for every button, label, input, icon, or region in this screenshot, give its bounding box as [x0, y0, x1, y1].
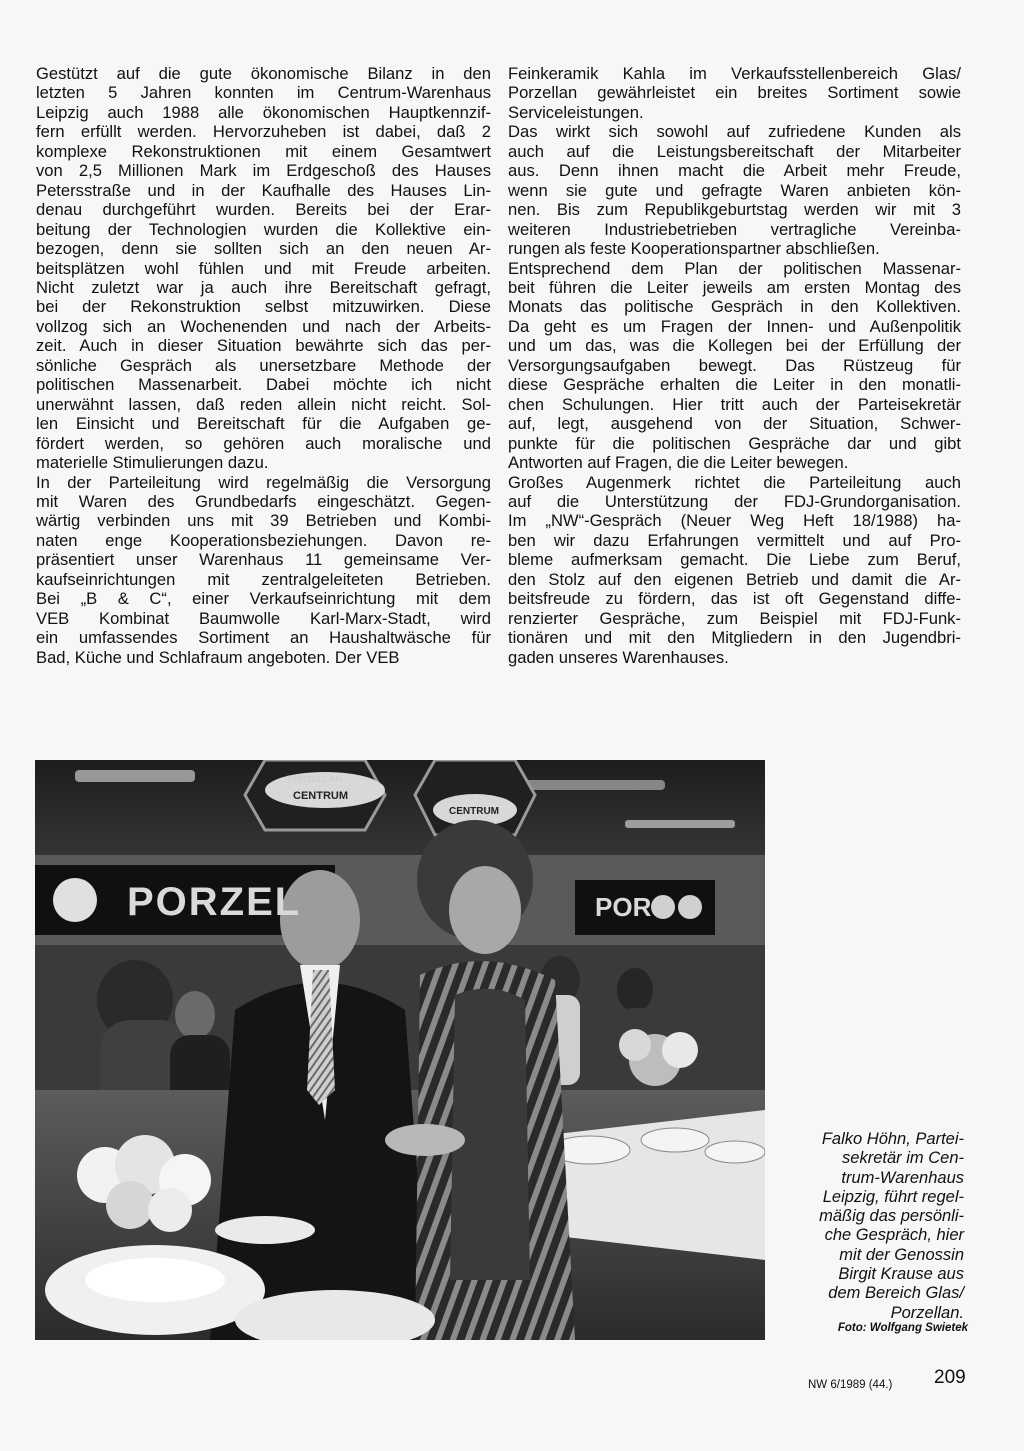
article-left-line: politischen Massenarbeit. Dabei möchte ich nicht [36, 375, 491, 395]
article-left-line: Gestützt auf die gute ökonomische Bilanz in den [36, 64, 491, 83]
article-right-line: punkte für die politischen Gespräche dar und gibt [508, 433, 961, 453]
article-left-line: mit Waren des Grundbedarfs eingeschätzt. Gegen- [36, 491, 491, 511]
article-left-line: komplexe Rekonstruktionen mit einem Gesamtwert [36, 141, 491, 161]
article-left-line: von 2,5 Millionen Mark im Erdgeschoß des Hauses [36, 161, 491, 181]
article-left-line: wärtig verbinden uns mit 39 Betrieben und Kombi- [36, 511, 491, 531]
caption-line: Falko Höhn, Partei- [821, 1130, 964, 1148]
photo-sign-text-centrum-right: CENTRUM [449, 806, 499, 817]
article-photo [35, 760, 765, 1340]
photo-sign-text-por: POR [595, 892, 652, 922]
article-left-line: Nicht zuletzt war ja auch ihre Bereitschaft gefragt, [36, 277, 491, 297]
article-right-line: Großes Augenmerk richtet die Parteileitung auch [508, 472, 961, 492]
article-left-line: VEB Kombinat Baumwolle Karl-Marx-Stadt, wird [36, 608, 491, 628]
article-right-line: Antworten auf Fragen, die die Leiter bewegen. [508, 453, 849, 473]
article-right-line: Da geht es um Fragen der Innen- und Außenpolitik [508, 316, 961, 336]
article-right-line: Das wirkt sich sowohl auf zufriedene Kunden als [508, 122, 961, 142]
article-right-line: bleme aufmerksam gemacht. Die Liebe zum Beruf, [508, 550, 961, 570]
article-left-line: sönliche Gespräch als unersetzbare Methode der [36, 355, 491, 375]
article-left-line: beitung der Technologien wurden die Kollektive ein- [36, 219, 491, 239]
article-left-line: Leipzig auch 1988 alle ökonomischen Hauptkennzif- [36, 102, 491, 122]
article-right-line: und um das, was die Kollegen bei der Erfüllung der [508, 336, 961, 356]
article-left-line: ein umfassendes Sortiment an Haushaltwäsche für [36, 628, 491, 648]
caption-line: Porzellan. [890, 1303, 964, 1322]
article-right-line: auch auf die Leistungsbereitschaft der Mitarbeiter [508, 141, 961, 161]
article-left-line: präsentiert unser Warenhaus 11 gemeinsame Ver- [36, 550, 491, 570]
photo-sign-text-porzellan: PORZELLAN [287, 774, 342, 784]
photo-sign-text-porzel: PORZEL [127, 880, 302, 924]
article-left-line: letzten 5 Jahren konnten im Centrum-Warenhaus [36, 83, 491, 103]
article-right-line: Feinkeramik Kahla im Verkaufsstellenbereich Glas/ [508, 64, 961, 83]
article-right-line: auf die Unterstützung der FDJ-Grundorganisation. [508, 491, 961, 511]
issue-reference: NW 6/1989 (44.) [808, 1379, 893, 1391]
article-left-line: denau durchgeführt wurden. Bereits bei der Erar- [36, 200, 491, 220]
caption-line: Birgit Krause aus [838, 1265, 964, 1284]
page-number: 209 [934, 1367, 966, 1388]
article-left-line: unerwähnt lassen, daß reden allein nicht reicht. Sol- [36, 394, 491, 414]
article-right-line: nen. Bis zum Republikgeburtstag werden wir mit 3 [508, 200, 961, 220]
article-right-line: Serviceleistungen. [508, 102, 644, 122]
article-right-line: beitsfreude zu fördern, das ist oft Gegenstand diffe- [508, 589, 961, 609]
photo-sign-text-centrum-left: CENTRUM [293, 790, 348, 802]
article-right-line: renzierter Gespräche, zum Beispiel mit FDJ-Funk- [508, 608, 961, 628]
article-left-line: In der Parteileitung wird regelmäßig die Versorgung [36, 472, 491, 492]
article-left-line: Petersstraße und in der Kaufhalle des Hauses Lin- [36, 180, 491, 200]
article-right-line: beit führen die Leiter jeweils am ersten Montag des [508, 277, 961, 297]
article-right-line: Monats das politische Gespräch in den Kollektiven. [508, 297, 961, 317]
caption-line: trum-Warenhaus [841, 1168, 964, 1187]
article-right-line: rungen als feste Kooperationspartner abschließen. [508, 239, 880, 259]
caption-line: sekretär im Cen- [842, 1149, 964, 1168]
article-right-line: Entsprechend dem Plan der politischen Massenar- [508, 258, 961, 278]
article-right-line: Im „NW“-Gespräch (Neuer Weg Heft 18/1988) ha- [508, 511, 961, 531]
article-left-line: materielle Stimulierungen dazu. [36, 453, 269, 473]
article-left-line: zeit. Auch in dieser Situation bewährte sich das per- [36, 336, 491, 356]
caption-line: dem Bereich Glas/ [828, 1284, 964, 1303]
photo-caption [774, 1130, 964, 1323]
article-left-line: len Einsicht und Bereitschaft für die Aufgaben ge- [36, 414, 491, 434]
photo-credit: Foto: Wolfgang Swietek [837, 1322, 968, 1334]
article-right-line: tionären und mit den Mitgliedern in den Jugendbri- [508, 628, 961, 648]
article-left-line: vollzog sich an Wochenenden und nach der Arbeits- [36, 316, 491, 336]
article-right-line: chen Schulungen. Hier tritt auch der Parteisekretär [508, 394, 961, 414]
article-right-line: ben wir dazu Erfahrungen vermittelt und auf Pro- [508, 530, 961, 550]
caption-line: mit der Genossin [839, 1245, 964, 1264]
article-left-line: beitsplätzen wohl fühlen und mit Freude arbeiten. [36, 258, 491, 278]
article-right-line: aus. Denn ihnen macht die Arbeit mehr Freude, [508, 161, 961, 181]
caption-line: che Gespräch, hier [824, 1226, 964, 1245]
article-left-line: fern erfüllt werden. Hervorzuheben ist dabei, daß 2 [36, 122, 491, 142]
article-left-line: naten enge Kooperationsbeziehungen. Davon re- [36, 530, 491, 550]
article-left-line: kaufseinrichtungen mit zentralgeleiteten Betrieben. [36, 569, 491, 589]
article-right-line: Porzellan gewährleistet ein breites Sortiment sowie [508, 83, 961, 103]
article-right-column [508, 64, 961, 667]
photo-scene [35, 760, 765, 1340]
caption-line: mäßig das persönli- [819, 1207, 964, 1226]
article-left-line: fördert werden, so gehören auch moralische und [36, 433, 491, 453]
article-right-line: diese Gespräche erhalten die Leiter in den monatli- [508, 375, 961, 395]
article-left-column [36, 64, 491, 667]
article-right-line: weiteren Industriebetrieben vertragliche Vereinba- [508, 219, 961, 239]
article-left-line: Bad, Küche und Schlafraum angeboten. Der VEB [36, 647, 400, 667]
article-left-line: bei der Rekonstruktion selbst mitzuwirken. Diese [36, 297, 491, 317]
article-right-line: wenn sie gute und gefragte Waren anbieten kön- [508, 180, 961, 200]
article-right-line: Versorgungsaufgaben bewegt. Das Rüstzeug für [508, 355, 961, 375]
article-right-line: den Stolz auf den eigenen Betrieb und damit die Ar- [508, 569, 961, 589]
article-right-line: gaden unseres Warenhauses. [508, 647, 729, 667]
article-left-line: Bei „B & C“, einer Verkaufseinrichtung mit dem [36, 589, 491, 609]
article-left-line: bezogen, denn sie sollten sich an den neuen Ar- [36, 239, 491, 259]
caption-line: Leipzig, führt regel- [822, 1187, 964, 1206]
article-right-line: auf, legt, ausgehend von der Situation, Schwer- [508, 414, 961, 434]
